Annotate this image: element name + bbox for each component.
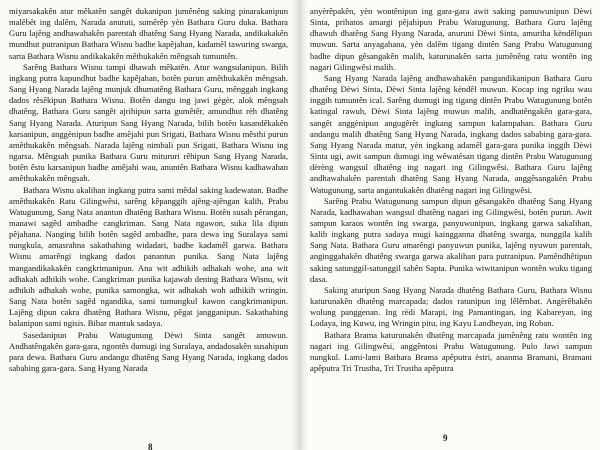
- right-page: [298, 0, 600, 450]
- left-paragraph: Bathara Wisnu akalihan ingkang putra sami mêdal saking kadewatan. Badhe amêthukakên Ratu Gilingwêsi, sarêng kêpanggih ajêng-ajêngan kalih, Prabu Watugunung, Sang Nata anantun dhatêng Bathara Wisnu. Botên susah pêrangan, manawi sagêd ambadhe cangkriman. Sang Nata ngawon, suka lila dipun pêjahana. Nanging bilih botên sagêd ambadhe, para dewa ing Suralaya sami nungkula, amasrahna sakathahing widadari, badhe kadamêl garwa. Bathara Wisnu amarêngi ingkang dados panantun punika. Sang Nata lajêng mangandikakakên cangkrimanipun. Ana wit adhikih adhakah wohe, ana wit adhakah adhikih wohe. Cangkriman punika kajawab dening Bathara Wisnu, wit adhikih adhakah wohe, punika samongka, wit adhakah woh adhikih wringin. Sang Nata botên sagêd ngandika, sami tumungkul kawon cangkrimanipun. Lajêng dipun cakra dhatêng Bathara Wisnu, pêgat jangganipun. Sakathahing balanipun sami ngisis. Bibar mantuk sadaya.: [9, 184, 288, 329]
- right-paragraph: Bathara Brama katurunakên dhatêng marcapada jumênêng ratu wontên ing nagari ing Gilingwêsi, anggêntosi Prabu Watugunung. Pulo Jawi sampun nungkul. Lami-lami Bathara Brama apêputra èstri, ananma Bramani, Bramani apêputra Tri Trustha, Tri Trustha apêputra: [310, 329, 592, 373]
- left-paragraph: Sarêng Bathara Wisnu tampi dhawah mêkatên. Atur wangsulanipun. Bilih ingkang putra kapundhut badhe kapêjahan, botên purun amêthukakên mêngsah. Sang Hyang Narada lajêng munjuk dhumatêng Bathara Guru, mênggah ingkang dados rêsêkipun Bathara Wisnu. Botên dangu ing jawi gègèr, alok mêngsah dhatêng, Bathara Guru sangêt ajrihipun sarta gumêtêr, amundhut rèh dhatêng Sang Hyang Narada. Aturipun Sang Hyang Narada, bilih botên kasandêkakên karsanipun, anggènipun badhe amêjahi pun Srigati, Bathara Wisnu mêsthi purun amêthukakên mêngsah. Narada lajêng nimbali pun Srigati, Bathara Wisnu ing ngarsa. Mêngsah punika Bathara Guru mitururi rêhipun Sang Hyang Narada, botên êstu karsanipun badhe amêjahi wau, anuntên Bathara Wisnu kadhawahan amêthukakên mêngsah.: [9, 61, 288, 184]
- right-paragraph: Sang Hyang Narada lajêng andhawahakên pangandikanipun Bathara Guru dhatêng Dèwi Sinta, Dèwi Sinta lajêng kèndêl muwun. Kocap ing ngriku wau inggih tumuntên ical. Sarêng dumugi ing tigang dintên Prabu Watugunung botên katingal rawuh, Dèwi Sinta lajêng muwun malih, andhatêngakên gara-gara, sangêt anggènipun angugêrêt ingkang sampun kalampahan. Bathara Guru andangu malih dhatêng Sang Hyang Narada, ingkang dados sababing gara-gara. Sang Hyang Narada matur, yèn ingkang adamêl gara-gara punika inggih Dèwi Sinta ugi, awit sampun dumugi ing wêwatêsan tigang dintên Prabu Watugunung dèrèng wangsul dhatêng ing nagari ing Gilingwêsi. Bathara Guru lajêng andhawahakên parentah dhatêng Sang Hyang Narada, anggêsangakên Prabu Watugunung, sarta angantukakên dhatêng nagari ing Gilingwêsi.: [310, 72, 592, 195]
- left-paragraph: miyarsakakên atur mêkatên sangêt dukanipun jumênêng saking pinarakanipun malêbêt ing dalêm, Narada anututi, sumêrêp yèn Bathara Guru duka. Bathara Guru lajêng andhawahakên parentah dhatêng Sang Hyang Narada, andikakakên mundhut putranipun Bathara Wisnu badhe kapêjahan, kadamêl tawuring swarga, sarta Bathara Wisnu andikakakên mêthukakên mêngsah tumuntên.: [9, 6, 288, 61]
- left-page-number: 8: [148, 442, 153, 450]
- right-paragraph: Saking aturipun Sang Hyang Narada dhatêng Bathara Guru, Bathara Wisnu katurunakên dhatêng marcapada; dados ratunipun ing lêlêmbat. Angèrêhakên wolung panggenan. Ing rèdi Marapi, ing Pamantingan, ing Kabareyan, ing Lodaya, ing Kuwu, ing Wringin pitu, ing Kayu Landheyan, ing Roban.: [310, 284, 592, 329]
- left-paragraph: Sasedanipun Prabu Watugunung Dèwi Sinta sangêt amuwun. Andhatêngakên gara-gara, ngontês dumugi ing Suralaya, andadosakên susahipun para dewa. Bathara Guru andangu dhatêng Sang Hyang Narada, ingkang dados sababing gara-gara. Sang Hyang Narada: [9, 329, 288, 373]
- right-paragraph: anyèrêpakên, yèn wontênipun ing gara-gara awit saking pamuwunipun Dèwi Sinta, prihatos amargi pêjahipun Prabu Watugunung. Bathara Guru lajêng dhawuh dhatêng Sang Hyang Narada, anuruni Dèwi Sinta, amurihа kèndêlipun muwun. Sarta anyagahana, yèn dalêm tigang dintên Sang Prabu Watugunung badhe dipun gêsangakên malih, katurunakên sarta jumênêng ratu wontên ing nagari Gilingwêsi malih.: [310, 6, 592, 72]
- right-paragraph: Sarêng Prabu Watugunung sampun dipun gêsangakên dhatêng Sang Hyang Narada, kadhawahan wangsul dhatêng nagari ing Gilingwêsi, botên purun. Awit sampun karaos wontên ing swarga, panyuwunipun, ingkang garwa sakalihan, kalih ingkang putra sadaya mugi kaingganna dhatêng swarga, nunggila kalih Sang Nata. Bathara Guru amarêngi panyuwun punika, lajêng nyuwun parentah, anginggahakên dhatêng swarga garwa akalihan para putranipun. Pamêndhêtipun saking satunggil-satunggil sabên Sapta. Punika wiwitanipun wontên wuku tigang dasa.: [310, 195, 592, 284]
- left-page: [0, 0, 298, 450]
- right-page-number: 9: [443, 433, 448, 443]
